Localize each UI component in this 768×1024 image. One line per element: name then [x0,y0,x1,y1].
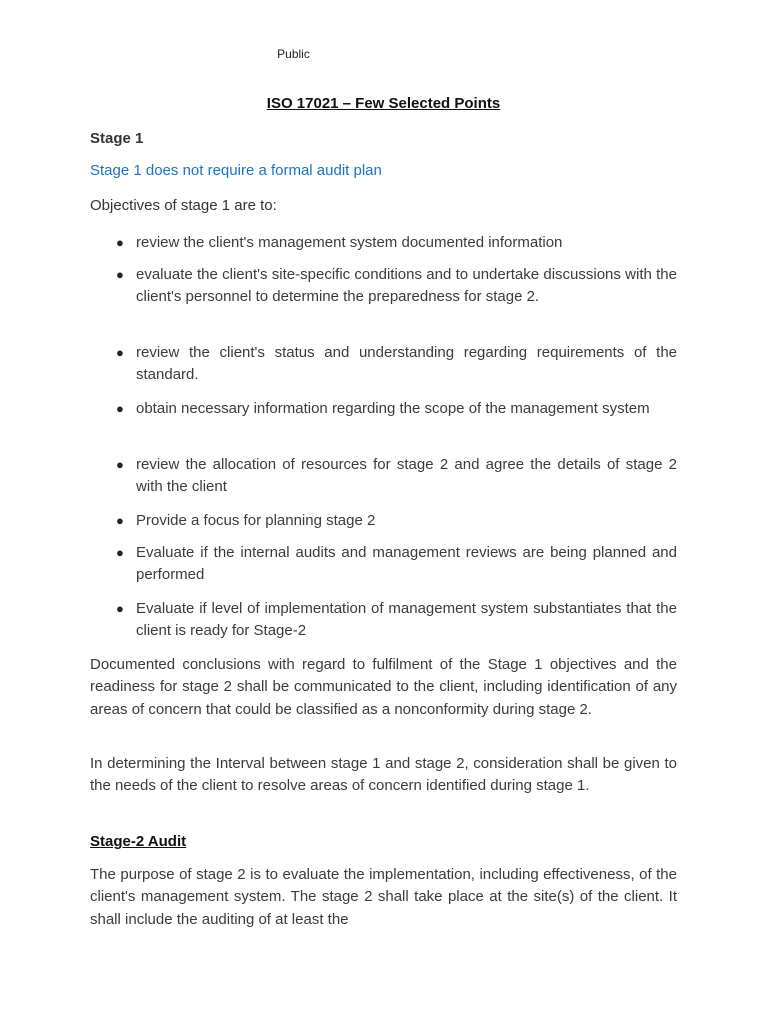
bullet-marker: ● [116,457,124,472]
bullet-marker: ● [116,401,124,416]
list-item: Evaluate if level of implementation of management system substantiates that the client is ready for Stage-2 [136,600,677,640]
bullet-marker: ● [116,601,124,616]
bullet-marker: ● [116,513,124,528]
document-title: ISO 17021 – Few Selected Points [266,95,501,112]
list-item: review the allocation of resources for stage 2 and agree the details of stage 2 with the client [136,456,677,496]
paragraph-conclusions: Documented conclusions with regard to fulfilment of the Stage 1 objectives and the readiness for stage 2 shall be communicated to the client, including identification of any areas of concern that could be classified as a nonconformity during stage 2. [90,656,677,718]
bullet-marker: ● [116,235,124,250]
list-item: Provide a focus for planning stage 2 [136,512,376,529]
bullet-marker: ● [116,345,124,360]
list-item: review the client's status and understanding regarding requirements of the standard. [136,344,677,384]
bullet-marker: ● [116,545,124,560]
list-item: evaluate the client's site-specific conditions and to undertake discussions with the client's personnel to determine the preparedness for stage 2. [136,266,677,306]
objectives-intro: Objectives of stage 1 are to: [90,197,277,214]
list-item: review the client's management system documented information [136,234,563,251]
paragraph-interval: In determining the Interval between stage 1 and stage 2, consideration shall be given to the needs of the client to resolve areas of concern identified during stage 1. [90,755,677,795]
stage1-note: Stage 1 does not require a formal audit plan [90,162,382,179]
list-item: obtain necessary information regarding the scope of the management system [136,400,650,417]
stage1-heading: Stage 1 [90,130,144,147]
document-classification-label: Public [277,47,310,61]
bullet-marker: ● [116,267,124,282]
paragraph-stage2: The purpose of stage 2 is to evaluate the implementation, including effectiveness, of the client's management system. The stage 2 shall take place at the site(s) of the client. It shall include the auditing of at least the [90,866,677,928]
list-item: Evaluate if the internal audits and management reviews are being planned and performed [136,544,677,584]
stage2-heading: Stage-2 Audit [90,833,187,850]
